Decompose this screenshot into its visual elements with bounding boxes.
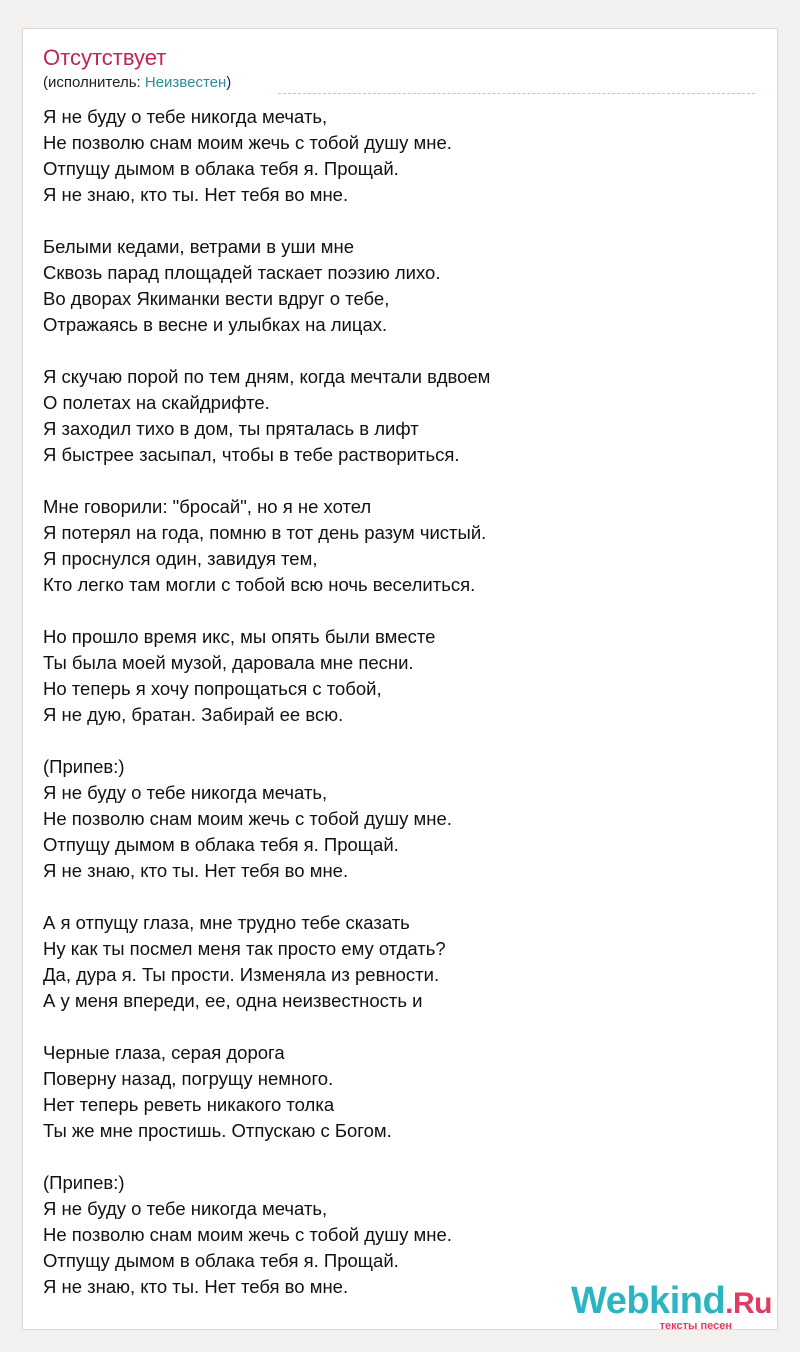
lyric-line: Ты же мне простишь. Отпускаю с Богом. <box>43 1120 392 1141</box>
artist-link[interactable]: Неизвестен <box>144 74 227 91</box>
lyrics-stanza <box>43 234 753 338</box>
lyric-line: Я не знаю, кто ты. Нет тебя во мне. <box>43 860 349 881</box>
lyric-line: Отпущу дымом в облака тебя я. Прощай. <box>43 1250 399 1271</box>
lyric-line: Не позволю снам моим жечь с тобой душу мне. <box>43 132 452 153</box>
lyrics-stanza <box>43 104 753 208</box>
lyric-line: Да, дура я. Ты прости. Изменяла из ревности. <box>43 964 440 985</box>
lyric-line: Отражаясь в весне и улыбках на лицах. <box>43 314 388 335</box>
site-logo[interactable] <box>571 1282 772 1332</box>
lyric-line: О полетах на скайдрифте. <box>43 392 270 413</box>
lyric-line: Мне говорили: "бросай", но я не хотел <box>43 496 372 517</box>
lyrics-stanza <box>43 494 753 598</box>
logo-tld: .Ru <box>725 1287 772 1320</box>
lyric-line: Я не буду о тебе никогда мечать, <box>43 782 328 803</box>
logo-tagline: тексты песен <box>659 1320 732 1332</box>
lyrics-stanza <box>43 624 753 728</box>
lyric-line: Во дворах Якиманки вести вдруг о тебе, <box>43 288 390 309</box>
artist-suffix: ) <box>226 74 232 91</box>
artist-line <box>43 74 231 92</box>
lyric-line: Отпущу дымом в облака тебя я. Прощай. <box>43 158 399 179</box>
lyric-line: А у меня впереди, ее, одна неизвестность и <box>43 990 423 1011</box>
lyric-line: Я заходил тихо в дом, ты пряталась в лифт <box>43 418 419 439</box>
lyrics-stanza <box>43 1040 753 1144</box>
artist-prefix: (исполнитель: <box>43 74 145 91</box>
lyric-line: Ну как ты посмел меня так просто ему отдать? <box>43 938 446 959</box>
lyric-line: Я не буду о тебе никогда мечать, <box>43 1198 328 1219</box>
lyric-line: (Припев:) <box>43 756 125 777</box>
logo-wordmark <box>571 1282 772 1323</box>
lyric-line: Отпущу дымом в облака тебя я. Прощай. <box>43 834 399 855</box>
lyric-line: Черные глаза, серая дорога <box>43 1042 285 1063</box>
lyric-line: Не позволю снам моим жечь с тобой душу мне. <box>43 1224 452 1245</box>
lyric-line: Я быстрее засыпал, чтобы в тебе раствориться. <box>43 444 460 465</box>
lyric-line: Я скучаю порой по тем дням, когда мечтали вдвоем <box>43 366 491 387</box>
lyrics-stanza <box>43 754 753 884</box>
lyric-line: Я не буду о тебе никогда мечать, <box>43 106 328 127</box>
lyric-line: Я проснулся один, завидуя тем, <box>43 548 318 569</box>
lyric-line: Поверну назад, погрущу немного. <box>43 1068 334 1089</box>
lyric-line: Но теперь я хочу попрощаться с тобой, <box>43 678 382 699</box>
lyric-line: Нет теперь реветь никакого толка <box>43 1094 335 1115</box>
lyric-line: Я не дую, братан. Забирай ее всю. <box>43 704 344 725</box>
lyric-line: Я не знаю, кто ты. Нет тебя во мне. <box>43 1276 349 1297</box>
song-title: Отсутствует <box>43 45 167 70</box>
lyric-line: Сквозь парад площадей таскает поэзию лихо. <box>43 262 441 283</box>
lyric-line: А я отпущу глаза, мне трудно тебе сказать <box>43 912 410 933</box>
lyric-line: Я не знаю, кто ты. Нет тебя во мне. <box>43 184 349 205</box>
lyrics-body <box>43 104 753 1326</box>
lyrics-card <box>22 28 778 1330</box>
logo-name: Webkind <box>571 1280 726 1322</box>
lyric-line: Я потерял на года, помню в тот день разум чистый. <box>43 522 487 543</box>
lyric-line: (Припев:) <box>43 1172 125 1193</box>
title-divider <box>278 93 755 94</box>
lyric-line: Не позволю снам моим жечь с тобой душу мне. <box>43 808 452 829</box>
lyric-line: Ты была моей музой, даровала мне песни. <box>43 652 414 673</box>
lyric-line: Кто легко там могли с тобой всю ночь веселиться. <box>43 574 476 595</box>
lyric-line: Но прошло время икс, мы опять были вместе <box>43 626 436 647</box>
lyrics-stanza <box>43 910 753 1014</box>
lyric-line: Белыми кедами, ветрами в уши мне <box>43 236 354 257</box>
lyrics-stanza <box>43 364 753 468</box>
